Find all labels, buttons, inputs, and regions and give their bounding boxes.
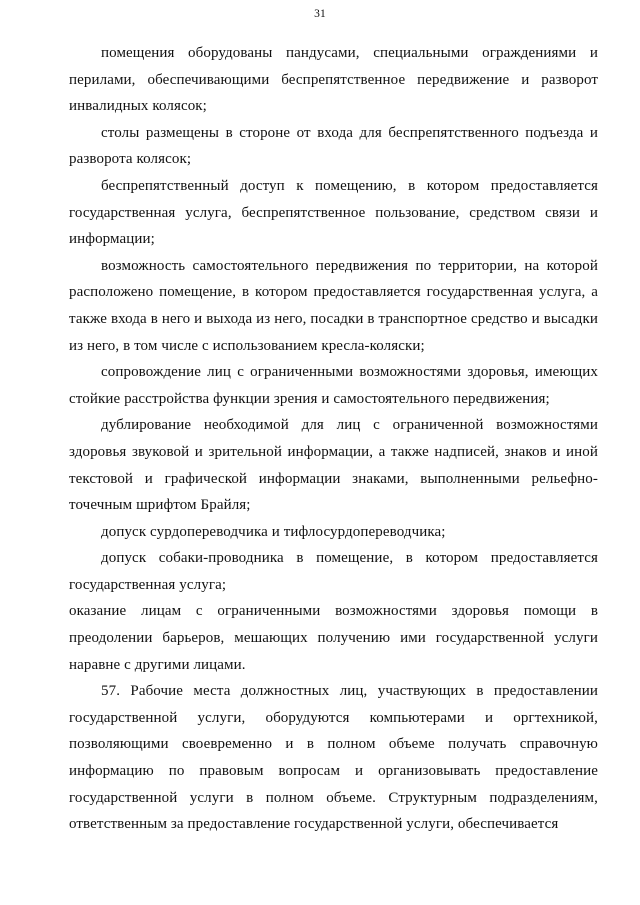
paragraph-interpreter: допуск сурдопереводчика и тифлосурдопереводчика; (101, 523, 446, 540)
paragraph-duplication: дублирование необходимой для лиц с ограниченной возможностями здоровья звуковой и зрительной информации, а также надписей, знаков и иной текстовой и графической информации знаками, выполненными рельефно-точечным шрифтом Брайля; (69, 417, 598, 514)
page-number: 31 (314, 8, 326, 20)
paragraph-assistance: оказание лицам с ограниченными возможностями здоровья помощи в преодолении барьеров, мешающих получению ими государственной услуги наравне с другими лицами. (69, 603, 598, 673)
paragraph-guide-dog: допуск собаки-проводника в помещение, в котором предоставляется государственная услуга; (69, 550, 598, 593)
paragraph-ramps: помещения оборудованы пандусами, специальными ограждениями и перилами, обеспечивающими беспрепятственное передвижение и разворот инвалидных колясок; (69, 45, 598, 115)
document-body (69, 0, 598, 838)
paragraph-movement: возможность самостоятельного передвижения по территории, на которой расположено помещение, в котором предоставляется государственная услуга, а также входа в него и выхода из него, посадки в транспортное средство и высадки из него, в том числе с использованием кресла-коляски; (69, 257, 598, 354)
paragraph-tables: столы размещены в стороне от входа для беспрепятственного подъезда и разворота колясок; (69, 124, 598, 168)
paragraph-item-57: 57. Рабочие места должностных лиц, участвующих в предоставлении государственной услуги, оборудуются компьютерами и оргтехникой, позволяющими своевременно и в полном объеме получать справочную информацию по правовым вопросам и организовывать предоставление государственной услуги в полном объеме. Структурным подразделениям, ответственным за предоставление государственной услуги, обеспечивается (69, 683, 598, 833)
paragraph-escort: сопровождение лиц с ограниченными возможностями здоровья, имеющих стойкие расстройства функции зрения и самостоятельного передвижения; (69, 364, 598, 407)
paragraph-access: беспрепятственный доступ к помещению, в котором предоставляется государственная услуга, беспрепятственное пользование, средством связи и информации; (69, 177, 598, 248)
